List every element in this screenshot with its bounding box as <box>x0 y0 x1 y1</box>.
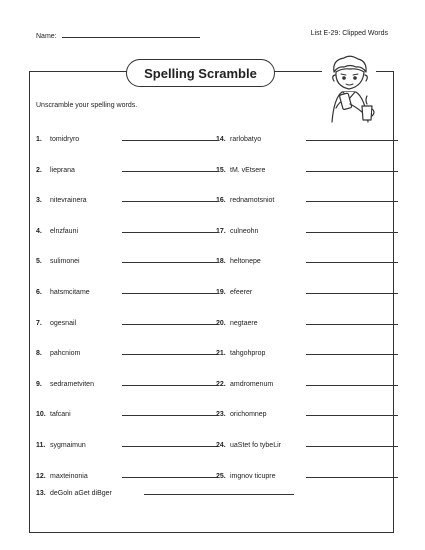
scrambled-word: culneohn <box>230 227 259 235</box>
list-item <box>36 490 294 497</box>
scrambled-word: tomidryro <box>50 136 80 143</box>
name-field <box>36 30 200 40</box>
list-item <box>216 258 398 265</box>
answer-line[interactable] <box>306 384 398 386</box>
instructions: Unscramble your spelling words. <box>36 102 138 109</box>
answer-line[interactable] <box>122 353 217 355</box>
item-number: 13. <box>36 490 46 497</box>
list-item <box>36 442 217 449</box>
list-item <box>36 411 217 418</box>
item-number: 3. <box>36 197 42 205</box>
list-item <box>216 167 398 174</box>
item-number: 20. <box>216 319 226 327</box>
list-item <box>216 473 398 480</box>
item-number: 1. <box>36 136 42 143</box>
list-item <box>216 136 398 143</box>
scrambled-word: deGoln aGet diBger <box>50 490 112 497</box>
list-item <box>36 320 217 327</box>
list-item <box>36 197 217 204</box>
item-number: 21. <box>216 350 226 358</box>
item-number: 12. <box>36 472 46 480</box>
answer-line[interactable] <box>306 200 398 202</box>
item-number: 8. <box>36 350 42 358</box>
scrambled-word: imgnov ticupre <box>230 472 276 480</box>
answer-line[interactable] <box>122 445 217 447</box>
item-number: 17. <box>216 227 226 235</box>
item-number: 16. <box>216 197 226 205</box>
name-line[interactable] <box>62 30 200 38</box>
item-number: 7. <box>36 319 42 327</box>
list-item <box>216 320 398 327</box>
answer-line[interactable] <box>144 493 294 495</box>
list-item <box>216 442 398 449</box>
scrambled-word: heltonepe <box>230 258 261 266</box>
list-item <box>216 289 398 296</box>
scrambled-word: negtaere <box>230 319 258 327</box>
boy-with-phone-icon <box>322 52 376 124</box>
item-number: 18. <box>216 258 226 266</box>
item-number: 25. <box>216 472 226 480</box>
list-item <box>36 167 217 174</box>
scrambled-word: tM. vEtsere <box>230 166 266 174</box>
list-item <box>36 381 217 388</box>
answer-line[interactable] <box>122 414 217 416</box>
list-item <box>216 197 398 204</box>
answer-line[interactable] <box>122 261 217 263</box>
answer-line[interactable] <box>122 139 217 141</box>
answer-line[interactable] <box>122 384 217 386</box>
list-label: List E-29: Clipped Words <box>310 30 388 37</box>
answer-line[interactable] <box>306 353 398 355</box>
item-number: 4. <box>36 227 42 235</box>
item-number: 6. <box>36 289 42 296</box>
list-item <box>216 381 398 388</box>
scrambled-word: pahcniom <box>50 350 81 358</box>
scrambled-word: tahgohprop <box>230 350 266 358</box>
worksheet-title: Spelling Scramble <box>126 59 275 87</box>
scrambled-word: rednamotsniot <box>230 197 275 205</box>
item-number: 14. <box>216 136 226 143</box>
answer-line[interactable] <box>306 414 398 416</box>
scrambled-word: hatsmcitame <box>50 289 90 296</box>
scrambled-word: uaStet fo tybeLir <box>230 442 281 449</box>
scrambled-word: lieprana <box>50 166 75 174</box>
answer-line[interactable] <box>306 139 398 141</box>
answer-line[interactable] <box>306 170 398 172</box>
answer-line[interactable] <box>122 231 217 233</box>
answer-line[interactable] <box>122 476 217 478</box>
scrambled-word: nitevrainera <box>50 197 87 205</box>
scrambled-word: elnzfauni <box>50 227 79 235</box>
list-item <box>36 228 217 235</box>
scrambled-word: sulimonei <box>50 258 80 266</box>
list-item <box>36 258 217 265</box>
name-label: Name: <box>36 33 57 40</box>
answer-line[interactable] <box>306 476 398 478</box>
list-item <box>216 228 398 235</box>
answer-line[interactable] <box>306 323 398 325</box>
scrambled-word: sygmaimun <box>50 442 86 449</box>
item-number: 19. <box>216 289 226 296</box>
scrambled-word: ogesnail <box>50 319 77 327</box>
item-number: 11. <box>36 442 46 449</box>
item-number: 2. <box>36 166 42 174</box>
scrambled-word: tafcani <box>50 411 71 419</box>
answer-line[interactable] <box>306 261 398 263</box>
item-number: 24. <box>216 442 226 449</box>
answer-line[interactable] <box>122 323 217 325</box>
item-number: 10. <box>36 411 46 419</box>
scrambled-word: efeerer <box>230 289 253 296</box>
item-number: 9. <box>36 380 42 388</box>
item-number: 22. <box>216 380 226 388</box>
list-item <box>216 411 398 418</box>
list-item <box>36 136 217 143</box>
answer-line[interactable] <box>122 292 217 294</box>
scrambled-word: sedrametviten <box>50 380 94 388</box>
answer-line[interactable] <box>122 170 217 172</box>
answer-line[interactable] <box>306 231 398 233</box>
list-item <box>216 350 398 357</box>
list-item <box>36 289 217 296</box>
scrambled-word: maxteinonia <box>50 472 88 480</box>
answer-line[interactable] <box>122 200 217 202</box>
list-item <box>36 350 217 357</box>
answer-line[interactable] <box>306 445 398 447</box>
answer-line[interactable] <box>306 292 398 294</box>
scrambled-word: rarlobatyo <box>230 136 262 143</box>
list-item <box>36 473 217 480</box>
scrambled-word: orichomnep <box>230 411 267 419</box>
scrambled-word: amdromenum <box>230 380 274 388</box>
item-number: 15. <box>216 166 226 174</box>
item-number: 23. <box>216 411 226 419</box>
item-number: 5. <box>36 258 42 266</box>
